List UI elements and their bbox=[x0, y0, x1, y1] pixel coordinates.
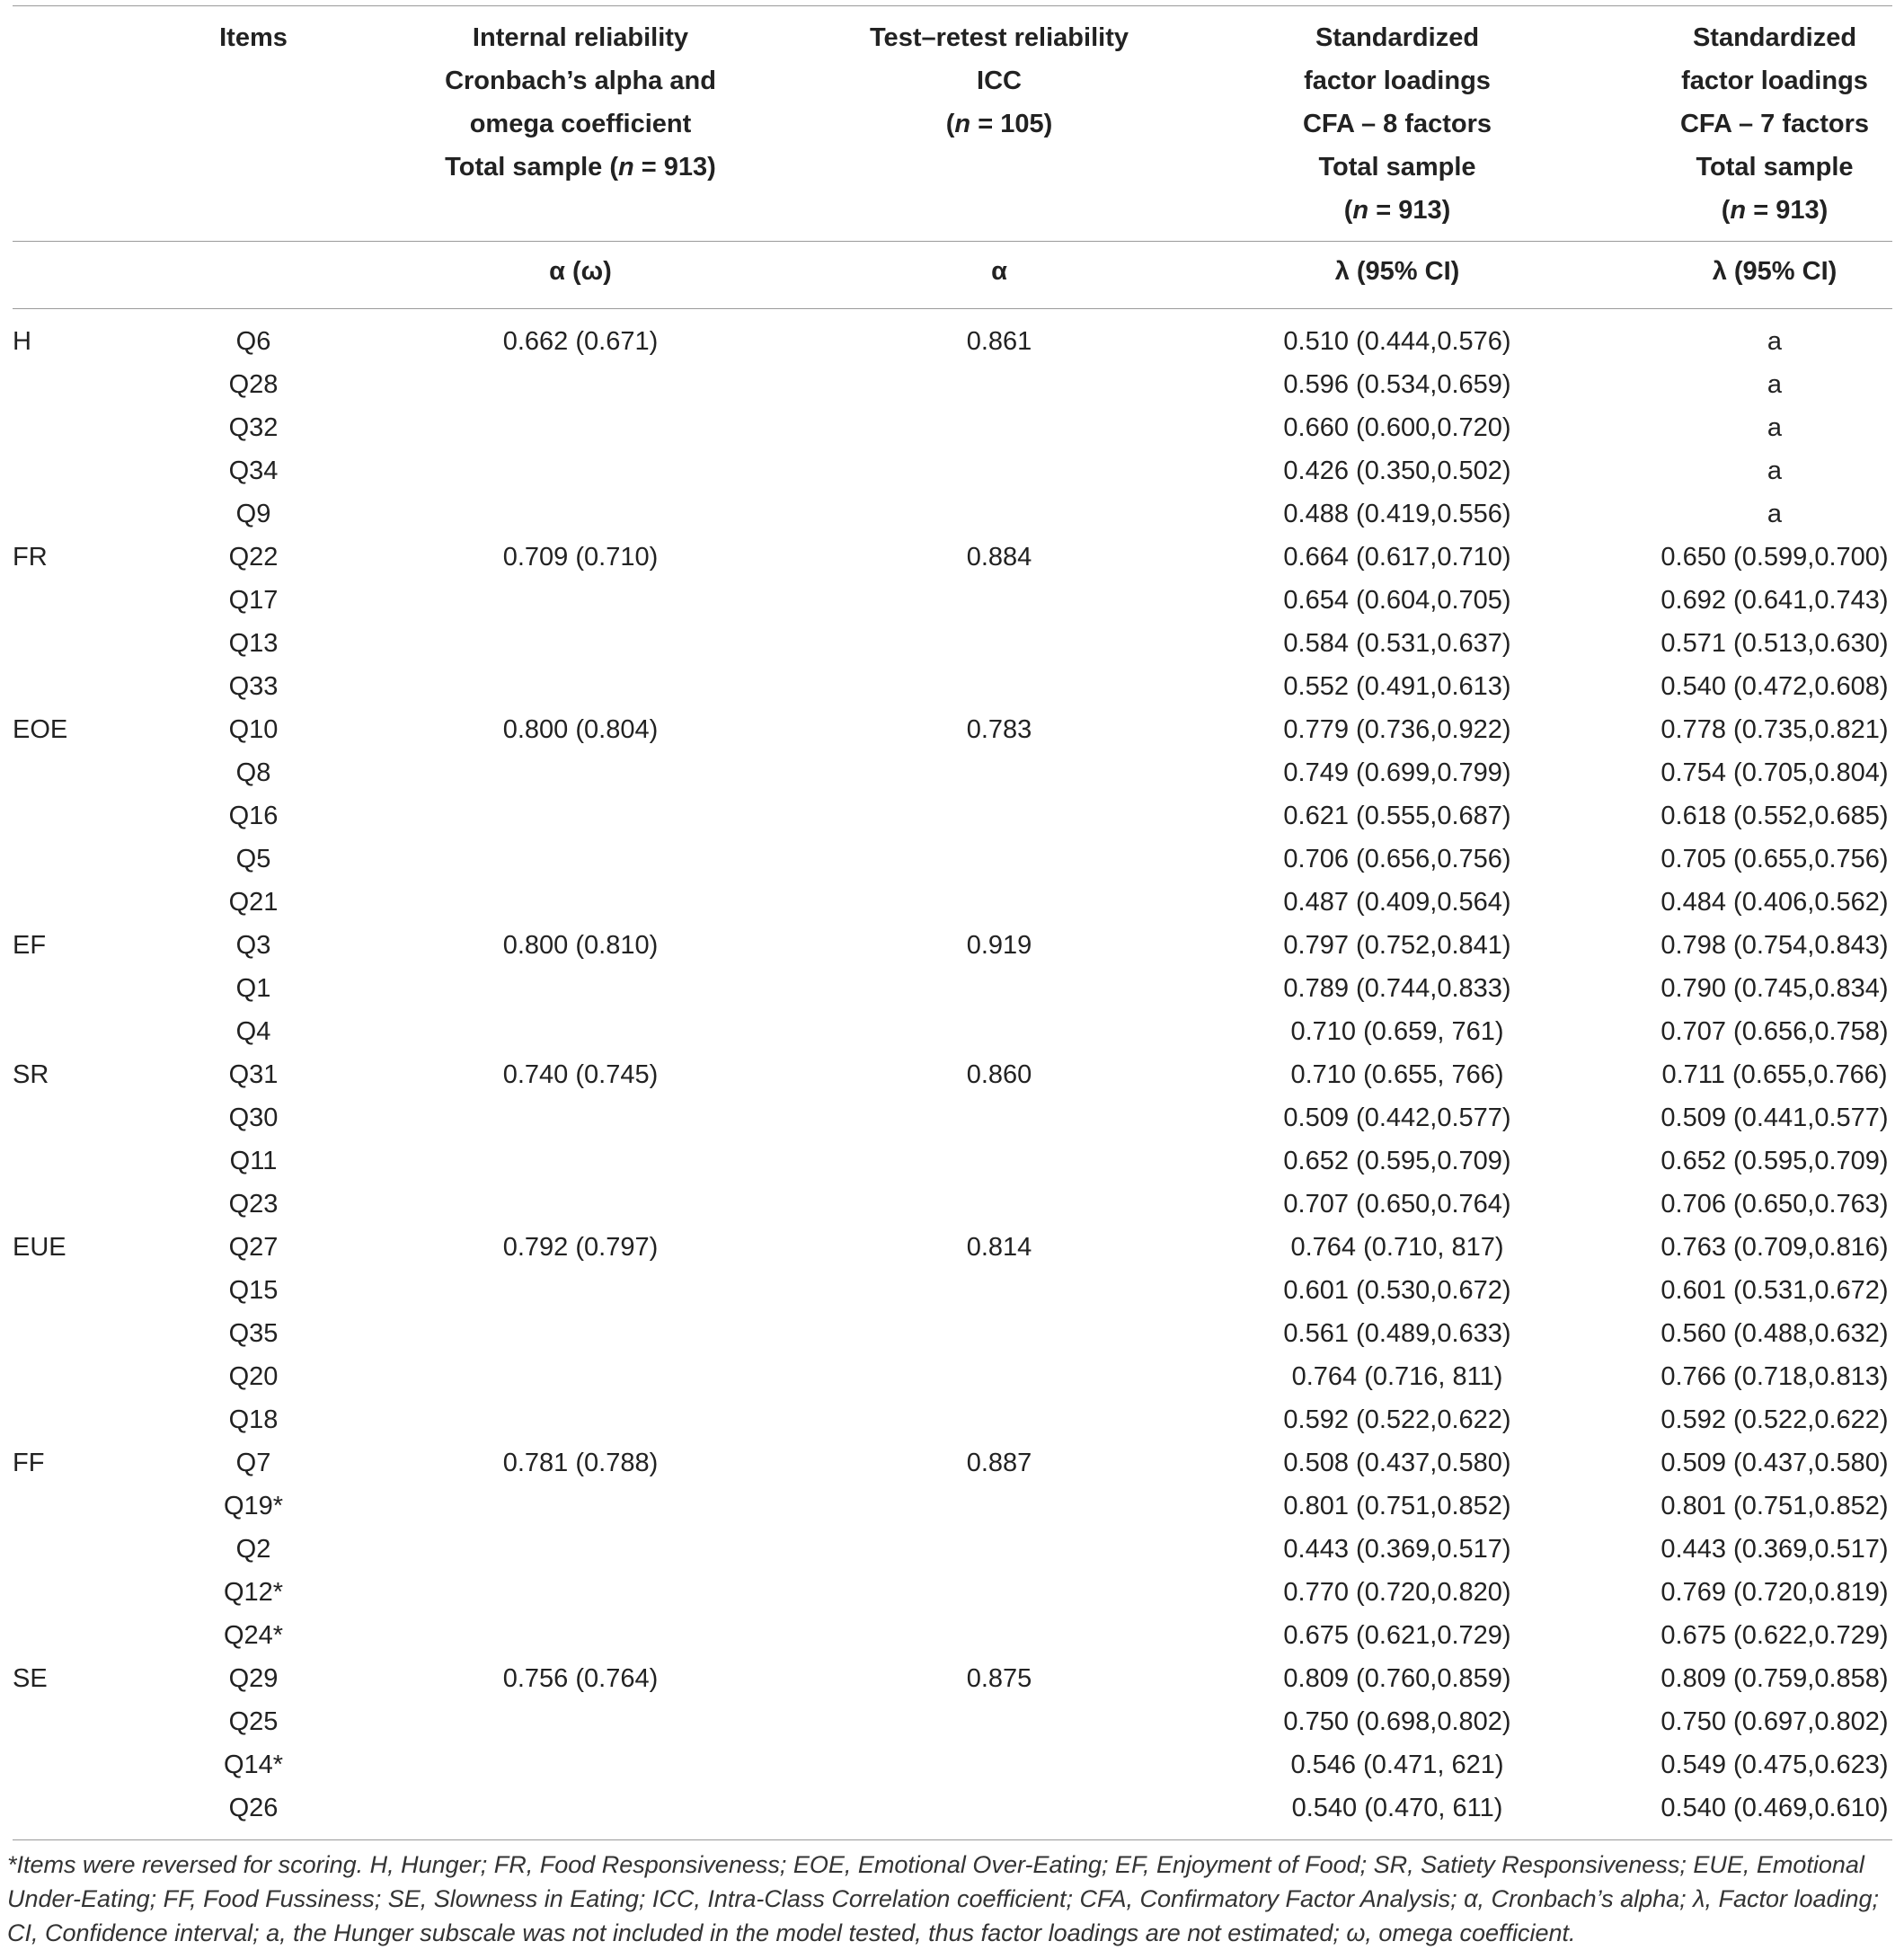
loading-8-cell: 0.654 (0.604,0.705) bbox=[1283, 586, 1511, 615]
table-row bbox=[0, 1053, 1904, 1096]
alpha-cell: 0.709 (0.710) bbox=[502, 543, 659, 572]
loading-8-cell: 0.710 (0.659, 761) bbox=[1290, 1017, 1504, 1046]
item-cell: Q18 bbox=[228, 1405, 279, 1434]
loading-8-cell: 0.801 (0.751,0.852) bbox=[1283, 1492, 1511, 1520]
header-line: Cronbach’s alpha and bbox=[445, 66, 716, 95]
table-row bbox=[0, 1441, 1904, 1485]
top-rule bbox=[13, 5, 1892, 6]
table-row bbox=[0, 665, 1904, 708]
loading-7-cell: 0.778 (0.735,0.821) bbox=[1660, 715, 1889, 744]
item-cell: Q19* bbox=[223, 1492, 284, 1520]
loading-8-cell: 0.675 (0.621,0.729) bbox=[1283, 1621, 1511, 1650]
table-row bbox=[0, 579, 1904, 622]
header-line: factor loadings bbox=[1681, 66, 1868, 95]
loading-7-cell: a bbox=[1767, 413, 1783, 442]
table-row bbox=[0, 1096, 1904, 1139]
loading-8-cell: 0.770 (0.720,0.820) bbox=[1283, 1578, 1511, 1607]
loading-8-cell: 0.652 (0.595,0.709) bbox=[1283, 1147, 1511, 1175]
subheader-icc: α bbox=[991, 257, 1007, 286]
item-cell: Q25 bbox=[228, 1707, 279, 1736]
loading-7-cell: a bbox=[1767, 370, 1783, 399]
loading-8-cell: 0.707 (0.650,0.764) bbox=[1283, 1190, 1511, 1219]
factor-cell: SR bbox=[13, 1060, 49, 1089]
table-row bbox=[0, 1700, 1904, 1743]
loading-8-cell: 0.789 (0.744,0.833) bbox=[1283, 974, 1511, 1003]
header-line: Total sample (n = 913) bbox=[445, 153, 716, 182]
factor-cell: H bbox=[13, 327, 31, 356]
header-line: (n = 913) bbox=[1721, 196, 1829, 225]
icc-cell: 0.875 bbox=[966, 1664, 1032, 1693]
table-row bbox=[0, 536, 1904, 579]
item-cell: Q6 bbox=[235, 327, 271, 356]
table-row bbox=[0, 1398, 1904, 1441]
loading-7-cell: 0.692 (0.641,0.743) bbox=[1660, 586, 1889, 615]
icc-cell: 0.919 bbox=[966, 931, 1032, 960]
table-footnote: *Items were reversed for scoring. H, Hunger; FR, Food Responsiveness; EOE, Emotional Over-Eating; EF, Enjoyment of Food; SR, Satiety Responsiveness; EUE, Emotional Under-Eating; FF, Food Fussiness; SE, Slowness in Eating; ICC, Intra-Class Correlation coefficient; CFA, Confirmatory Factor Analysis; α, Cronbach’s alpha; λ, Factor loading; CI, Confidence interval; a, the Hunger subscale was not included in the model tested, thus factor loadings are not estimated; ω, omega coefficient. bbox=[7, 1851, 1880, 1946]
loading-7-cell: 0.443 (0.369,0.517) bbox=[1660, 1535, 1889, 1564]
item-cell: Q28 bbox=[228, 370, 279, 399]
loading-7-cell: 0.706 (0.650,0.763) bbox=[1660, 1190, 1889, 1219]
loading-8-cell: 0.508 (0.437,0.580) bbox=[1283, 1449, 1511, 1477]
table-row bbox=[0, 924, 1904, 967]
factor-cell: EUE bbox=[13, 1233, 66, 1262]
loading-8-cell: 0.596 (0.534,0.659) bbox=[1283, 370, 1511, 399]
item-cell: Q8 bbox=[235, 758, 271, 787]
item-cell: Q9 bbox=[235, 500, 271, 528]
item-cell: Q24* bbox=[223, 1621, 284, 1650]
loading-8-cell: 0.584 (0.531,0.637) bbox=[1283, 629, 1511, 658]
loading-8-cell: 0.764 (0.716, 811) bbox=[1291, 1362, 1503, 1391]
item-cell: Q12* bbox=[223, 1578, 284, 1607]
loading-8-cell: 0.540 (0.470, 611) bbox=[1291, 1794, 1503, 1822]
factor-cell: EOE bbox=[13, 715, 68, 744]
table-row bbox=[0, 1485, 1904, 1528]
alpha-cell: 0.792 (0.797) bbox=[502, 1233, 659, 1262]
alpha-cell: 0.800 (0.804) bbox=[502, 715, 659, 744]
table-row bbox=[0, 751, 1904, 794]
alpha-cell: 0.740 (0.745) bbox=[502, 1060, 659, 1089]
item-cell: Q5 bbox=[235, 845, 271, 873]
loading-7-cell: 0.509 (0.437,0.580) bbox=[1660, 1449, 1889, 1477]
header-line: Standardized bbox=[1692, 23, 1857, 52]
loading-7-cell: 0.571 (0.513,0.630) bbox=[1660, 629, 1889, 658]
item-cell: Q21 bbox=[228, 888, 279, 917]
loading-7-cell: 0.540 (0.469,0.610) bbox=[1660, 1794, 1889, 1822]
header-cfa-7 bbox=[1595, 16, 1904, 232]
loading-7-cell: 0.592 (0.522,0.622) bbox=[1660, 1405, 1889, 1434]
loading-8-cell: 0.546 (0.471, 621) bbox=[1290, 1751, 1504, 1779]
header-test-retest bbox=[837, 16, 1161, 146]
header-line: Total sample bbox=[1696, 153, 1854, 182]
loading-8-cell: 0.779 (0.736,0.922) bbox=[1283, 715, 1511, 744]
loading-7-cell: 0.707 (0.656,0.758) bbox=[1660, 1017, 1889, 1046]
loading-8-cell: 0.487 (0.409,0.564) bbox=[1283, 888, 1511, 917]
header-line: Standardized bbox=[1315, 23, 1480, 52]
loading-7-cell: 0.798 (0.754,0.843) bbox=[1660, 931, 1889, 960]
table-row bbox=[0, 838, 1904, 881]
loading-7-cell: 0.766 (0.718,0.813) bbox=[1660, 1362, 1889, 1391]
header-line: ICC bbox=[977, 66, 1022, 95]
loading-7-cell: 0.769 (0.720,0.819) bbox=[1660, 1578, 1889, 1607]
item-cell: Q32 bbox=[228, 413, 279, 442]
table-row bbox=[0, 1614, 1904, 1657]
item-cell: Q20 bbox=[228, 1362, 279, 1391]
item-cell: Q26 bbox=[228, 1794, 279, 1822]
item-cell: Q30 bbox=[228, 1104, 279, 1132]
loading-7-cell: a bbox=[1767, 500, 1783, 528]
loading-7-cell: 0.509 (0.441,0.577) bbox=[1660, 1104, 1889, 1132]
alpha-cell: 0.756 (0.764) bbox=[502, 1664, 659, 1693]
factor-cell: SE bbox=[13, 1664, 48, 1693]
loading-7-cell: 0.650 (0.599,0.700) bbox=[1660, 543, 1889, 572]
item-cell: Q4 bbox=[235, 1017, 271, 1046]
item-cell: Q13 bbox=[228, 629, 279, 658]
header-line: Total sample bbox=[1318, 153, 1476, 182]
loading-7-cell: 0.790 (0.745,0.834) bbox=[1660, 974, 1889, 1003]
table-row bbox=[0, 1139, 1904, 1183]
item-cell: Q22 bbox=[228, 543, 279, 572]
item-cell: Q27 bbox=[228, 1233, 279, 1262]
loading-7-cell: 0.711 (0.655,0.766) bbox=[1661, 1060, 1888, 1089]
item-cell: Q29 bbox=[228, 1664, 279, 1693]
loading-7-cell: 0.652 (0.595,0.709) bbox=[1660, 1147, 1889, 1175]
factor-cell: FF bbox=[13, 1449, 45, 1477]
alpha-cell: 0.781 (0.788) bbox=[502, 1449, 659, 1477]
table-row bbox=[0, 449, 1904, 492]
alpha-cell: 0.800 (0.810) bbox=[502, 931, 659, 960]
item-cell: Q1 bbox=[235, 974, 271, 1003]
table-row bbox=[0, 794, 1904, 838]
loading-7-cell: 0.801 (0.751,0.852) bbox=[1660, 1492, 1889, 1520]
loading-8-cell: 0.664 (0.617,0.710) bbox=[1283, 543, 1511, 572]
loading-7-cell: 0.750 (0.697,0.802) bbox=[1660, 1707, 1889, 1736]
header-line: omega coefficient bbox=[469, 110, 692, 138]
item-cell: Q2 bbox=[235, 1535, 271, 1564]
loading-7-cell: 0.484 (0.406,0.562) bbox=[1660, 888, 1889, 917]
loading-7-cell: 0.705 (0.655,0.756) bbox=[1660, 845, 1889, 873]
item-cell: Q17 bbox=[228, 586, 279, 615]
loading-7-cell: 0.763 (0.709,0.816) bbox=[1660, 1233, 1889, 1262]
header-line: factor loadings bbox=[1304, 66, 1491, 95]
table-row bbox=[0, 1657, 1904, 1700]
item-cell: Q14* bbox=[223, 1751, 284, 1779]
header-cfa-8 bbox=[1218, 16, 1577, 232]
loading-8-cell: 0.510 (0.444,0.576) bbox=[1283, 327, 1511, 356]
factor-cell: EF bbox=[13, 931, 47, 960]
factor-cell: FR bbox=[13, 543, 48, 572]
loading-7-cell: 0.809 (0.759,0.858) bbox=[1660, 1664, 1889, 1693]
item-cell: Q15 bbox=[228, 1276, 279, 1305]
header-items-label: Items bbox=[219, 23, 288, 52]
icc-cell: 0.861 bbox=[966, 327, 1032, 356]
item-cell: Q11 bbox=[229, 1147, 278, 1175]
loading-8-cell: 0.426 (0.350,0.502) bbox=[1283, 456, 1511, 485]
table-row bbox=[0, 492, 1904, 536]
loading-8-cell: 0.764 (0.710, 817) bbox=[1290, 1233, 1504, 1262]
header-items bbox=[164, 16, 343, 59]
loading-8-cell: 0.706 (0.656,0.756) bbox=[1283, 845, 1511, 873]
loading-8-cell: 0.750 (0.698,0.802) bbox=[1283, 1707, 1511, 1736]
loading-8-cell: 0.621 (0.555,0.687) bbox=[1283, 802, 1511, 830]
icc-cell: 0.887 bbox=[966, 1449, 1032, 1477]
loading-7-cell: 0.754 (0.705,0.804) bbox=[1660, 758, 1889, 787]
loading-7-cell: a bbox=[1767, 456, 1783, 485]
loading-8-cell: 0.809 (0.760,0.859) bbox=[1283, 1664, 1511, 1693]
loading-8-cell: 0.552 (0.491,0.613) bbox=[1283, 672, 1511, 701]
loading-7-cell: 0.540 (0.472,0.608) bbox=[1660, 672, 1889, 701]
table-row bbox=[0, 967, 1904, 1010]
header-line: Internal reliability bbox=[472, 23, 689, 52]
header-internal-reliability bbox=[401, 16, 760, 189]
item-cell: Q33 bbox=[228, 672, 279, 701]
bottom-rule bbox=[13, 1839, 1892, 1840]
table-row bbox=[0, 1269, 1904, 1312]
header-line: (n = 913) bbox=[1343, 196, 1451, 225]
item-cell: Q16 bbox=[228, 802, 279, 830]
subheader-rule bbox=[13, 308, 1892, 309]
loading-7-cell: a bbox=[1767, 327, 1783, 356]
loading-8-cell: 0.443 (0.369,0.517) bbox=[1283, 1535, 1511, 1564]
table-row bbox=[0, 1010, 1904, 1053]
icc-cell: 0.814 bbox=[966, 1233, 1032, 1262]
loading-8-cell: 0.710 (0.655, 766) bbox=[1290, 1060, 1504, 1089]
item-cell: Q34 bbox=[228, 456, 279, 485]
item-cell: Q7 bbox=[235, 1449, 271, 1477]
subheader-l7: λ (95% CI) bbox=[1712, 257, 1838, 286]
header-line: Test–retest reliability bbox=[870, 23, 1129, 52]
table-row bbox=[0, 1786, 1904, 1830]
table-row bbox=[0, 1528, 1904, 1571]
loading-8-cell: 0.488 (0.419,0.556) bbox=[1283, 500, 1511, 528]
table-row bbox=[0, 406, 1904, 449]
table-row bbox=[0, 1312, 1904, 1355]
table-row bbox=[0, 1226, 1904, 1269]
table-row bbox=[0, 363, 1904, 406]
alpha-cell: 0.662 (0.671) bbox=[502, 327, 659, 356]
icc-cell: 0.860 bbox=[966, 1060, 1032, 1089]
header-line: CFA – 8 factors bbox=[1302, 110, 1492, 138]
item-cell: Q31 bbox=[228, 1060, 279, 1089]
loading-8-cell: 0.797 (0.752,0.841) bbox=[1283, 931, 1511, 960]
loading-7-cell: 0.560 (0.488,0.632) bbox=[1660, 1319, 1889, 1348]
loading-7-cell: 0.618 (0.552,0.685) bbox=[1660, 802, 1889, 830]
loading-8-cell: 0.660 (0.600,0.720) bbox=[1283, 413, 1511, 442]
table-row bbox=[0, 320, 1904, 363]
table-row bbox=[0, 1743, 1904, 1786]
item-cell: Q23 bbox=[228, 1190, 279, 1219]
loading-7-cell: 0.549 (0.475,0.623) bbox=[1660, 1751, 1889, 1779]
table-row bbox=[0, 622, 1904, 665]
header-line: CFA – 7 factors bbox=[1679, 110, 1870, 138]
table-row bbox=[0, 881, 1904, 924]
header-rule bbox=[13, 241, 1892, 242]
loading-8-cell: 0.601 (0.530,0.672) bbox=[1283, 1276, 1511, 1305]
item-cell: Q35 bbox=[228, 1319, 279, 1348]
table-row bbox=[0, 708, 1904, 751]
loading-8-cell: 0.561 (0.489,0.633) bbox=[1283, 1319, 1511, 1348]
icc-cell: 0.783 bbox=[966, 715, 1032, 744]
item-cell: Q3 bbox=[235, 931, 271, 960]
table-row bbox=[0, 1571, 1904, 1614]
subheader-alpha: α (ω) bbox=[549, 257, 612, 286]
table-row bbox=[0, 1355, 1904, 1398]
item-cell: Q10 bbox=[228, 715, 279, 744]
subheader-l8: λ (95% CI) bbox=[1334, 257, 1460, 286]
table-row bbox=[0, 1183, 1904, 1226]
icc-cell: 0.884 bbox=[966, 543, 1032, 572]
loading-7-cell: 0.601 (0.531,0.672) bbox=[1660, 1276, 1889, 1305]
loading-8-cell: 0.749 (0.699,0.799) bbox=[1283, 758, 1511, 787]
loading-8-cell: 0.592 (0.522,0.622) bbox=[1283, 1405, 1511, 1434]
loading-7-cell: 0.675 (0.622,0.729) bbox=[1660, 1621, 1889, 1650]
header-line: (n = 105) bbox=[945, 110, 1053, 138]
loading-8-cell: 0.509 (0.442,0.577) bbox=[1283, 1104, 1511, 1132]
